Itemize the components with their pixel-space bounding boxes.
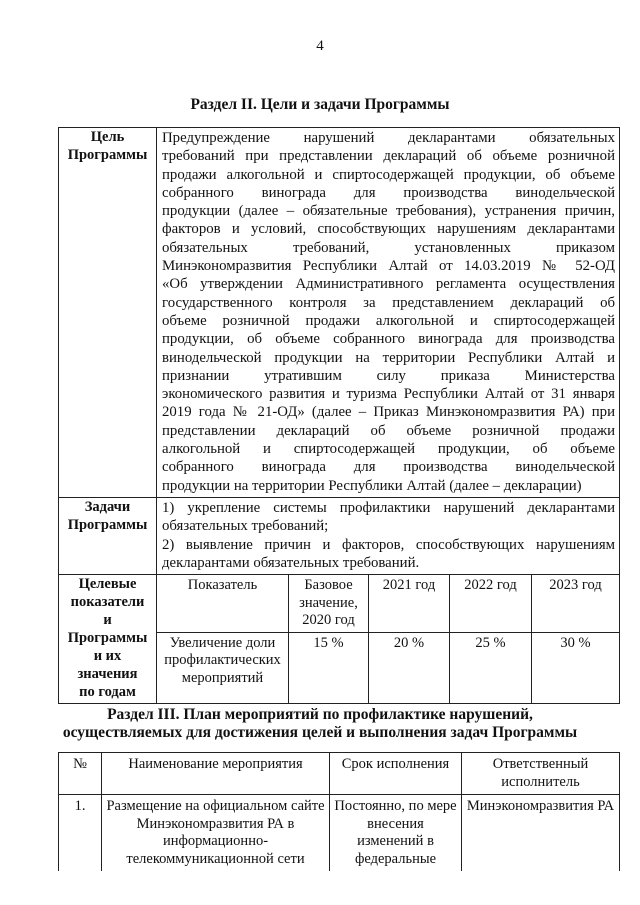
task-line: обязательных требований; bbox=[162, 518, 329, 535]
row-activity: Размещение на официальном сайте Минэкономразвития РА в информационно-телекоммуникационной сети bbox=[102, 795, 330, 872]
page-number: 4 bbox=[316, 38, 324, 54]
targets-table bbox=[157, 575, 619, 703]
goal-line: продукции на территории Республики Алтай (далее – декларации) bbox=[162, 477, 582, 494]
col-base: Базовое значение, 2020 год bbox=[289, 575, 369, 632]
tasks-text bbox=[157, 497, 620, 574]
goal-label: Цель Программы bbox=[59, 128, 157, 498]
plan-header-row bbox=[59, 753, 620, 795]
targets-cell bbox=[157, 575, 620, 704]
tasks-row bbox=[59, 497, 620, 574]
targets-data-row bbox=[157, 632, 619, 703]
col-number: № bbox=[59, 753, 102, 795]
row-deadline: Постоянно, по мере внесения изменений в федеральные bbox=[330, 795, 462, 872]
col-2022: 2022 год bbox=[450, 575, 532, 632]
row-responsible: Минэкономразвития РА bbox=[462, 795, 620, 872]
goal-line: продукции (далее – обязательные требования), устранения причин, bbox=[162, 203, 615, 220]
goal-line: экономического развития и туризма Республики Алтай от 31 января bbox=[162, 386, 615, 403]
value-base: 15 % bbox=[289, 632, 369, 703]
goal-line: «Об утверждении Административного регламента осуществления bbox=[162, 276, 615, 293]
targets-header-row bbox=[157, 575, 619, 632]
targets-label: Целевые показатели и Программы и их значения по годам bbox=[59, 575, 157, 704]
goal-line: представлении деклараций об объеме розничной продажи bbox=[162, 422, 615, 439]
col-2021: 2021 год bbox=[369, 575, 450, 632]
goal-text bbox=[157, 128, 620, 498]
col-2023: 2023 год bbox=[532, 575, 620, 632]
goal-row bbox=[59, 128, 620, 498]
goal-line: Минэкономразвития Республики Алтай от 14.03.2019 № 52-ОД bbox=[162, 258, 615, 275]
col-indicator: Показатель bbox=[157, 575, 289, 632]
section-3-heading-line2: осуществляемых для достижения целей и выполнения задач Программы bbox=[62, 724, 578, 741]
targets-row bbox=[59, 575, 620, 704]
section-3-heading bbox=[0, 706, 640, 742]
section-2-heading: Раздел II. Цели и задачи Программы bbox=[190, 96, 450, 113]
goal-line: Предупреждение нарушений декларантами обязательных bbox=[162, 130, 615, 146]
value-2022: 25 % bbox=[450, 632, 532, 703]
task-line: 2) выявление причин и факторов, способствующих нарушениям bbox=[162, 536, 615, 553]
goal-line: объеме розничной продажи алкогольной и спиртосодержащей bbox=[162, 312, 615, 329]
plan-row bbox=[59, 795, 620, 872]
goal-line: собранного винограда для производства винодельческой bbox=[162, 459, 615, 476]
value-2021: 20 % bbox=[369, 632, 450, 703]
col-activity: Наименование мероприятия bbox=[102, 753, 330, 795]
task-line: декларантами обязательных требований. bbox=[162, 554, 420, 571]
goal-line: алкогольной и спиртосодержащей продукции, об объеме bbox=[162, 441, 615, 458]
goal-line: факторов и условий, способствующих нарушениям декларантами bbox=[162, 221, 615, 238]
task-line: 1) укрепление системы профилактики нарушений декларантами bbox=[162, 499, 615, 516]
col-responsible: Ответственный исполнитель bbox=[462, 753, 620, 795]
tasks-label: Задачи Программы bbox=[59, 497, 157, 574]
goal-line: обязательных требований, установленных приказом bbox=[162, 239, 615, 256]
indicator-name: Увеличение доли профилактических мероприятий bbox=[157, 632, 289, 703]
goal-line: требований при представлении деклараций об объеме розничной bbox=[162, 148, 615, 165]
goal-line: государственного контроля за представлением деклараций об bbox=[162, 294, 615, 311]
goal-line: 2019 года № 21-ОД» (далее – Приказ Минэкономразвития РА) при bbox=[162, 404, 615, 421]
goal-line: продукции, об объеме собранного винограда для производства bbox=[162, 331, 615, 348]
plan-table bbox=[58, 752, 620, 871]
goals-table bbox=[58, 127, 620, 704]
goal-line: собранного винограда для производства винодельческой bbox=[162, 184, 615, 201]
goal-line: винодельческой продукции на территории Республики Алтай и bbox=[162, 349, 615, 366]
goal-line: продажи алкогольной и спиртосодержащей продукции, об объеме bbox=[162, 166, 615, 183]
value-2023: 30 % bbox=[532, 632, 620, 703]
col-deadline: Срок исполнения bbox=[330, 753, 462, 795]
section-3-heading-line1: Раздел III. План мероприятий по профилактике нарушений, bbox=[107, 706, 533, 723]
goal-line: признании утратившим силу приказа Министерства bbox=[162, 367, 615, 384]
row-number: 1. bbox=[59, 795, 102, 872]
